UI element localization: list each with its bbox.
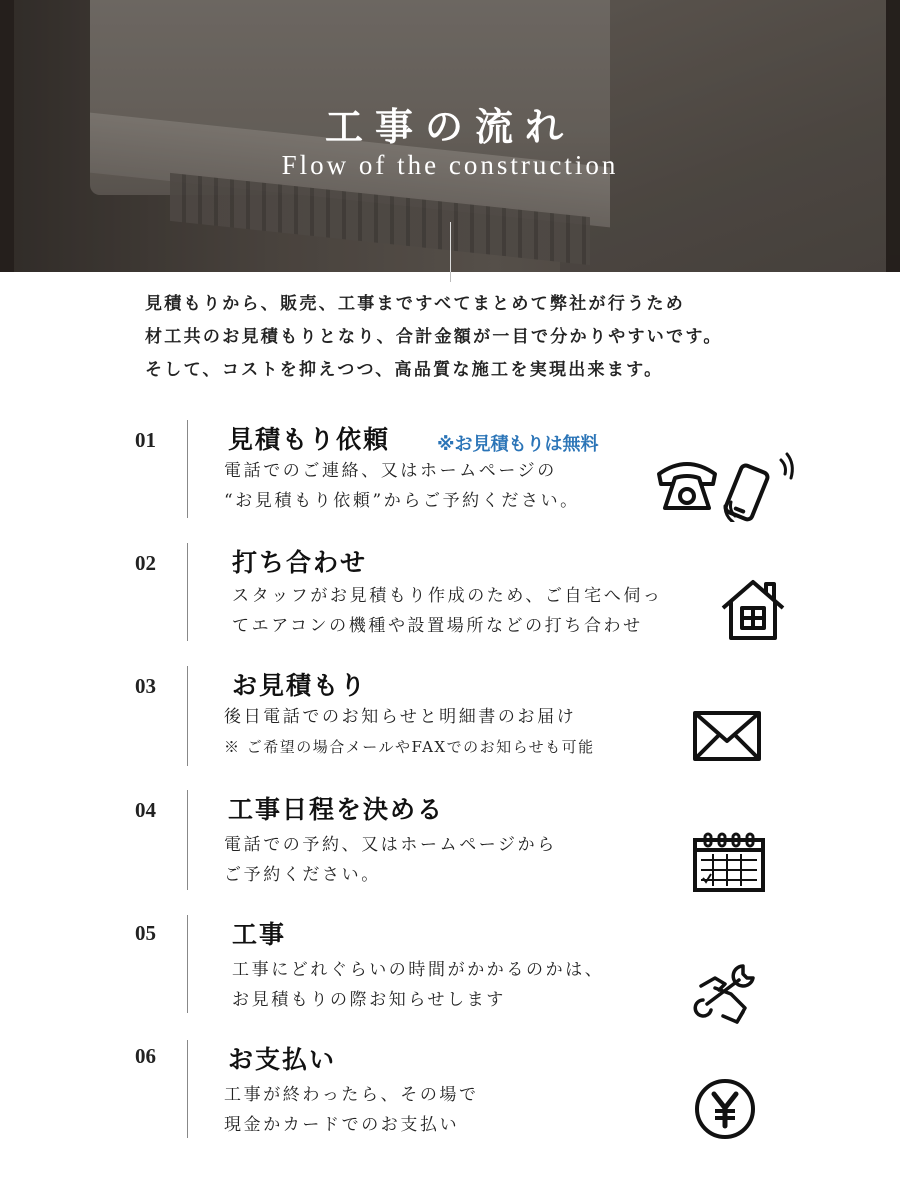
step-description-line: てエアコンの機種や設置場所などの打ち合わせ (232, 616, 643, 636)
step-description-line: ご予約ください。 (224, 865, 381, 885)
hero-banner (0, 0, 900, 272)
intro-line: 見積もりから、販売、工事まですべてまとめて弊社が行うため (145, 294, 686, 314)
step-title: お支払い (228, 1045, 337, 1074)
step-description-line: 工事が終わったら、その場で (224, 1085, 479, 1105)
step-description-note: ※ ご希望の場合メールやFAXでのお知らせも可能 (224, 738, 595, 756)
step-number: 02 (135, 551, 156, 575)
step-number: 06 (135, 1044, 156, 1068)
house-icon (720, 578, 786, 642)
step-title: お見積もり (232, 671, 368, 700)
step-divider (187, 1040, 188, 1138)
step-title: 打ち合わせ (232, 548, 368, 577)
free-estimate-note: ※お見積もりは無料 (437, 434, 599, 455)
intro-text (145, 288, 785, 387)
step-number: 01 (135, 428, 156, 452)
step-description-line: お見積もりの際お知らせします (232, 990, 506, 1010)
step-divider (187, 420, 188, 518)
phone-and-smartphone-icon (655, 450, 800, 522)
step-number: 03 (135, 674, 156, 698)
step-description (232, 581, 663, 641)
step-number: 04 (135, 798, 156, 822)
step-description-line: 工事にどれぐらいの時間がかかるのかは、 (232, 960, 605, 980)
step-divider (187, 915, 188, 1013)
intro-line: そして、コストを抑えつつ、高品質な施工を実現出来ます。 (145, 360, 664, 380)
step-description (224, 830, 557, 890)
step-description-line: 後日電話でのお知らせと明細書のお届け (224, 707, 577, 727)
page-subtitle: Flow of the construction (281, 150, 619, 180)
step-description (224, 456, 580, 516)
step-description (224, 702, 595, 762)
step-title: 見積もり依頼 (228, 425, 391, 454)
hero-divider-line-bottom (450, 272, 451, 282)
step-title: 工事 (232, 920, 287, 949)
step-divider (187, 790, 188, 890)
step-description-line: 電話での予約、又はホームページから (224, 835, 557, 855)
step-description (232, 955, 604, 1015)
yen-coin-icon (694, 1078, 756, 1140)
step-divider (187, 666, 188, 766)
hero-divider-line (450, 222, 451, 272)
intro-line: 材工共のお見積もりとなり、合計金額が一目で分かりやすいです。 (145, 327, 723, 347)
calendar-icon (693, 832, 765, 892)
envelope-icon (693, 711, 761, 761)
step-description-line: “お見積もり依頼”からご予約ください。 (224, 491, 580, 511)
step-description (224, 1080, 479, 1140)
wrench-hand-icon (693, 960, 759, 1026)
page-title: 工事の流れ (324, 105, 575, 149)
step-number: 05 (135, 921, 156, 945)
step-description-line: 電話でのご連絡、又はホームページの (224, 461, 557, 481)
step-title: 工事日程を決める (228, 795, 445, 824)
step-divider (187, 543, 188, 641)
step-description-line: スタッフがお見積もり作成のため、ご自宅へ伺っ (232, 586, 663, 606)
step-description-line: 現金かカードでのお支払い (224, 1115, 460, 1135)
